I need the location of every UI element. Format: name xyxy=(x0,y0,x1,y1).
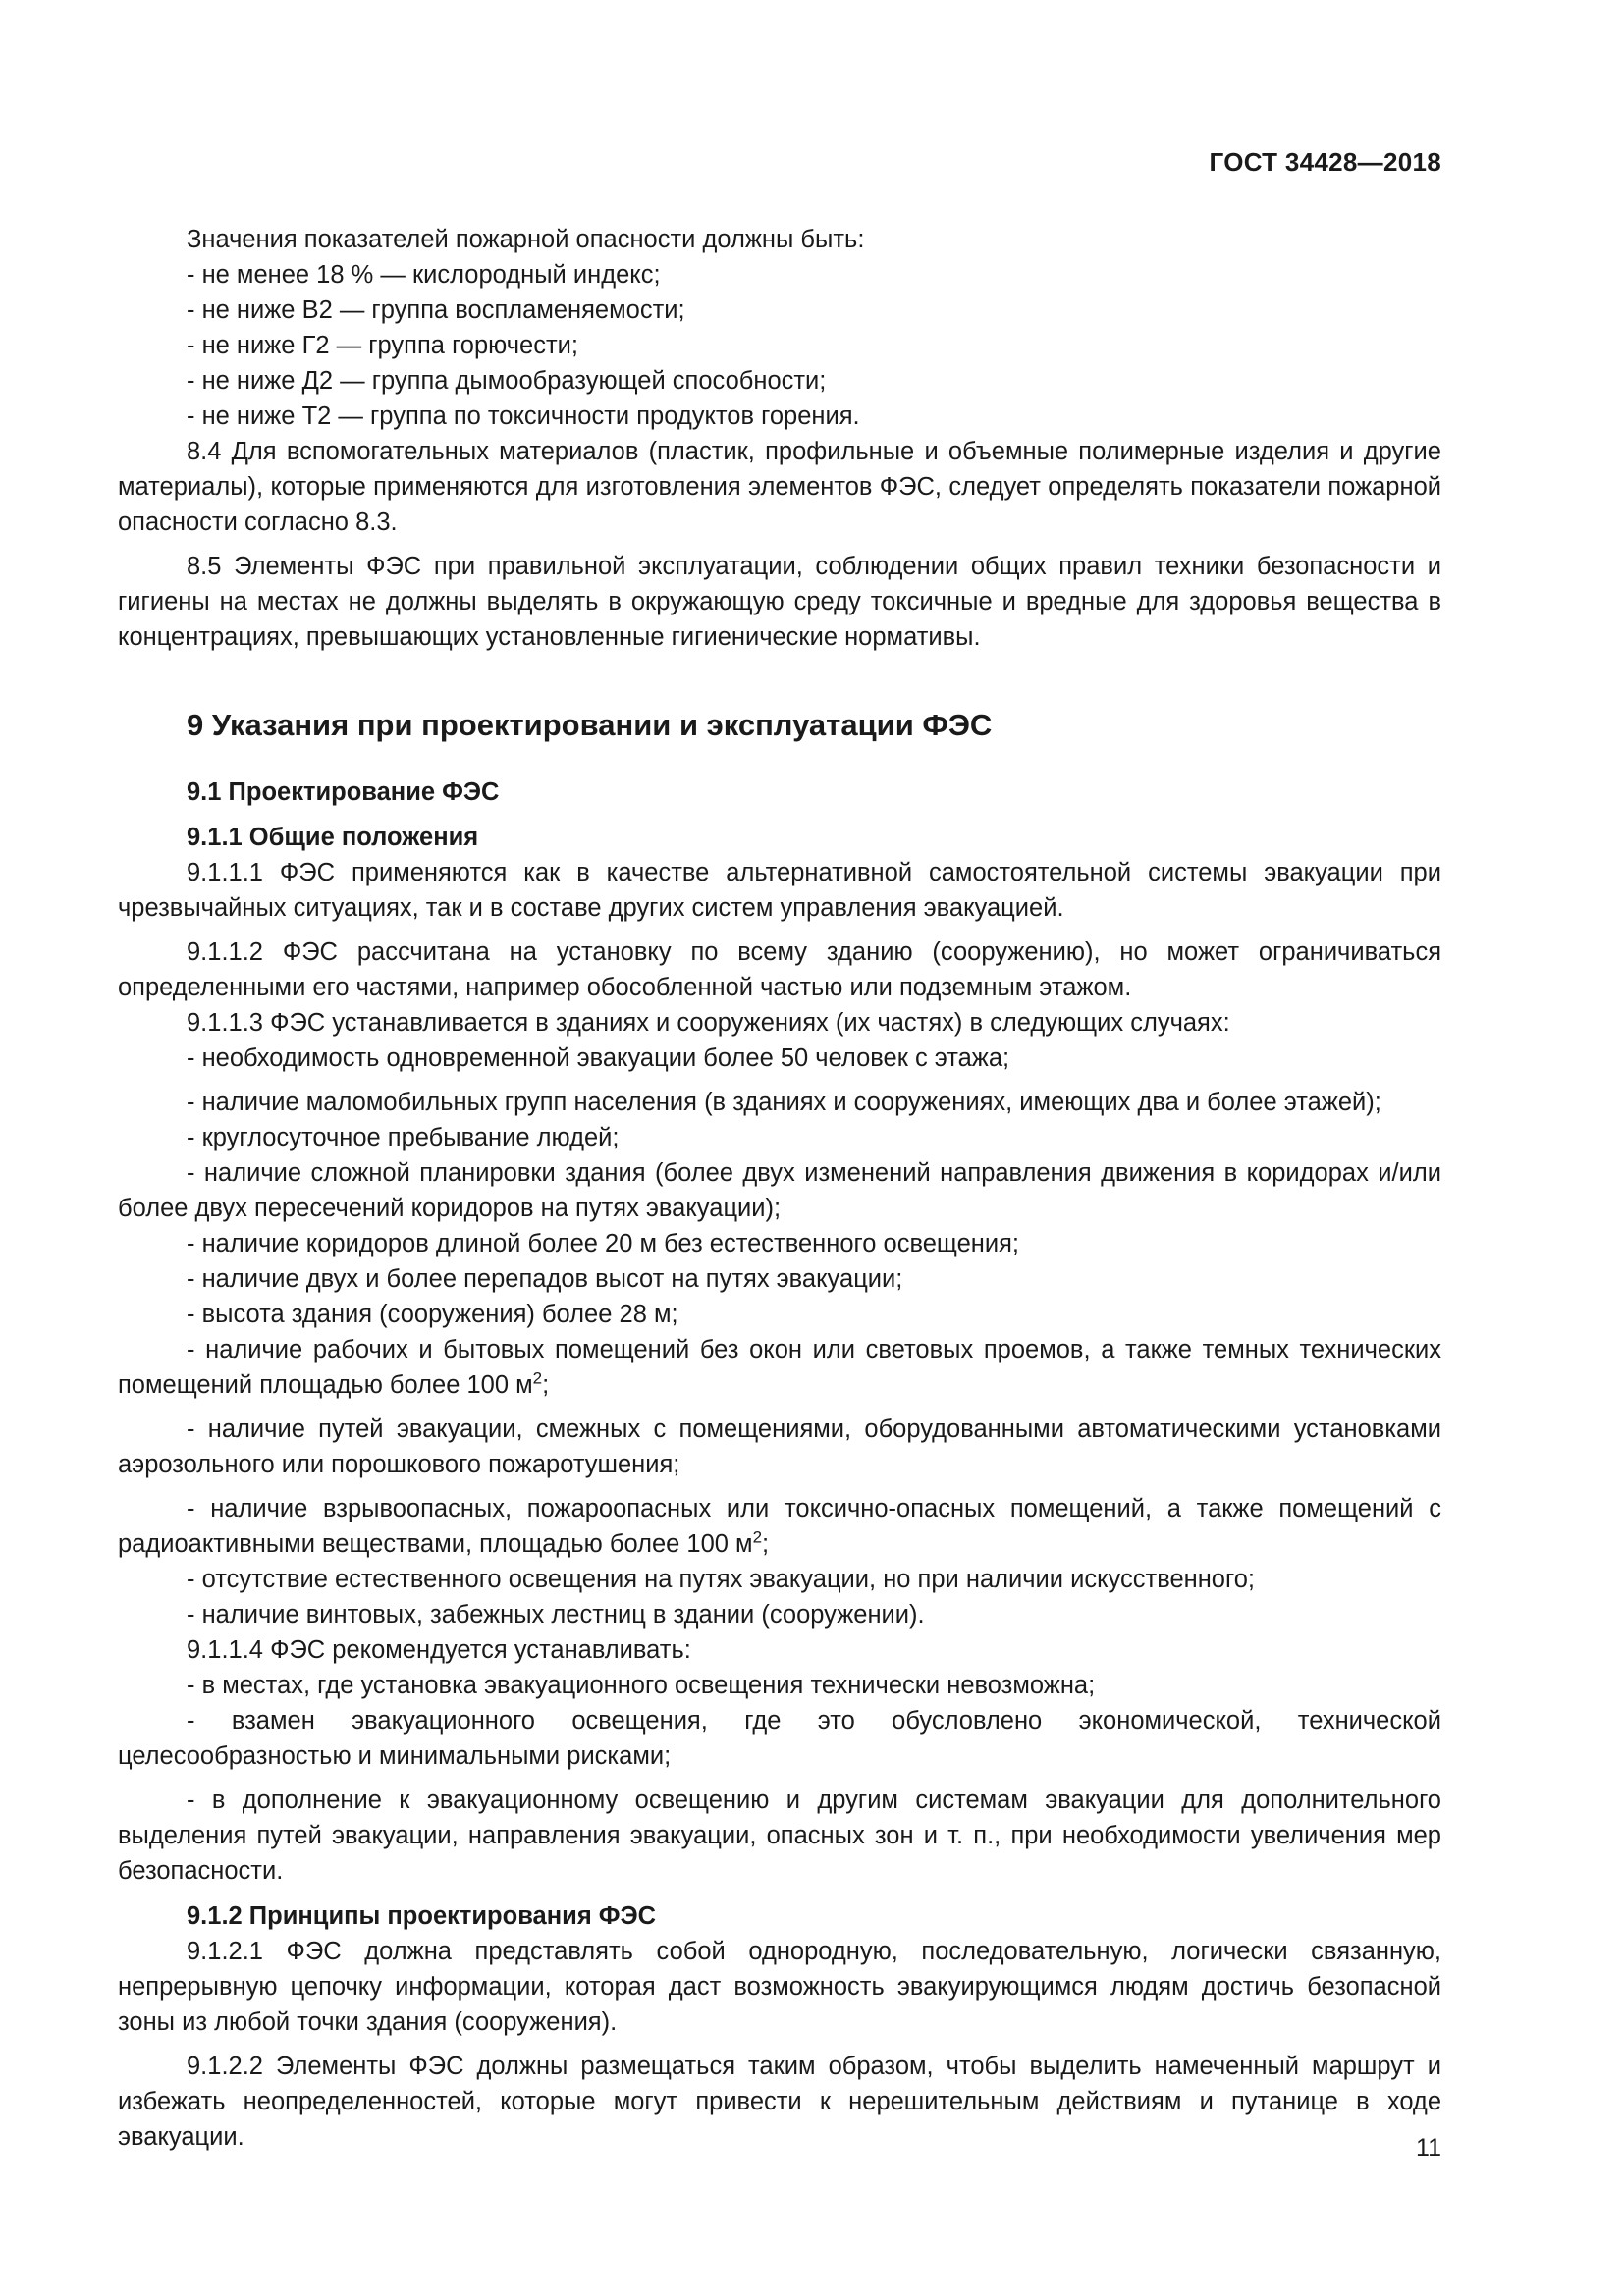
list-item: - не менее 18 % — кислородный индекс; xyxy=(187,261,661,289)
superscript: 2 xyxy=(532,1368,543,1388)
list-item: - не ниже Т2 — группа по токсичности продуктов горения. xyxy=(187,402,860,430)
section-9-heading: 9 Указания при проектировании и эксплуатации ФЭС xyxy=(187,708,993,742)
list-item: - наличие путей эвакуации, смежных с помещениями, оборудованными автоматическими установками аэрозольного или порошкового пожаротушения; xyxy=(118,1415,1441,1478)
paragraph-9-1-1-3: 9.1.1.3 ФЭС устанавливается в зданиях и сооружениях (их частях) в следующих случаях: xyxy=(187,1009,1230,1037)
paragraph-9-1-1-1: 9.1.1.1 ФЭС применяются как в качестве альтернативной самостоятельной системы эвакуации при чрезвычайных ситуациях, так и в составе других систем управления эвакуацией. xyxy=(118,859,1441,922)
list-item-tail: ; xyxy=(762,1530,770,1558)
list-item: - в местах, где установка эвакуационного освещения технически невозможна; xyxy=(187,1672,1096,1699)
paragraph-9-1-1-4: 9.1.1.4 ФЭС рекомендуется устанавливать: xyxy=(187,1636,691,1664)
list-item: - наличие винтовых, забежных лестниц в здании (сооружении). xyxy=(187,1601,925,1629)
list-item: - необходимость одновременной эвакуации более 50 человек с этажа; xyxy=(187,1044,1010,1072)
list-item: - отсутствие естественного освещения на путях эвакуации, но при наличии искусственного; xyxy=(187,1566,1255,1593)
list-item-text: - наличие рабочих и бытовых помещений без окон или световых проемов, а также темных технических помещений площадью более 100 м xyxy=(118,1336,1441,1399)
page-content xyxy=(118,222,1441,2155)
list-item: - не ниже Г2 — группа горючести; xyxy=(187,332,578,359)
paragraph-9-1-2-2: 9.1.2.2 Элементы ФЭС должны размещаться таким образом, чтобы выделить намеченный маршрут и избежать неопределенностей, которые могут привести к нерешительным действиям и путанице в ходе эвакуации. xyxy=(118,2053,1441,2151)
list-item: - взамен эвакуационного освещения, где это обусловлено экономической, технической целесообразностью и минимальными рисками; xyxy=(118,1707,1441,1770)
paragraph-9-1-2-1: 9.1.2.1 ФЭС должна представлять собой однородную, последовательную, логически связанную, непрерывную цепочку информации, которая даст возможность эвакуирующимся людям достичь безопасной зоны из любой точки здания (сооружения). xyxy=(118,1938,1441,2036)
list-item-text: - наличие взрывоопасных, пожароопасных или токсично-опасных помещений, а также помещений с радиоактивными веществами, площадью более 100 м xyxy=(118,1495,1441,1558)
list-item: - высота здания (сооружения) более 28 м; xyxy=(187,1301,678,1328)
document-header-standard: ГОСТ 34428—2018 xyxy=(1209,147,1441,177)
paragraph-8-4: 8.4 Для вспомогательных материалов (пластик, профильные и объемные полимерные изделия и другие материалы), которые применяются для изготовления элементов ФЭС, следует определять показатели пожарной опасности согласно 8.3. xyxy=(118,438,1441,536)
list-item: - круглосуточное пребывание людей; xyxy=(187,1124,620,1151)
list-item: - в дополнение к эвакуационному освещению и другим системам эвакуации для дополнительного выделения путей эвакуации, направления эвакуации, опасных зон и т. п., при необходимости увеличения мер безопасности. xyxy=(118,1787,1441,1885)
list-item: - не ниже В2 — группа воспламеняемости; xyxy=(187,296,685,324)
list-item: - наличие маломобильных групп населения (в зданиях и сооружениях, имеющих два и более этажей); xyxy=(187,1089,1381,1116)
subsection-9-1-heading: 9.1 Проектирование ФЭС xyxy=(187,778,500,806)
superscript: 2 xyxy=(752,1527,763,1547)
paragraph-8-5: 8.5 Элементы ФЭС при правильной эксплуатации, соблюдении общих правил техники безопасности и гигиены на местах не должны выделять в окружающую среду токсичные и вредные для здоровья вещества в концентрациях, превышающих установленные гигиенические нормативы. xyxy=(118,553,1441,651)
list-item-explosive xyxy=(118,1491,1441,1562)
list-item: - не ниже Д2 — группа дымообразующей способности; xyxy=(187,367,827,395)
page-number: 11 xyxy=(1416,2134,1441,2162)
list-item: - наличие коридоров длиной более 20 м без естественного освещения; xyxy=(187,1230,1019,1257)
list-item-tail: ; xyxy=(542,1371,550,1399)
subsection-9-1-2-heading: 9.1.2 Принципы проектирования ФЭС xyxy=(187,1902,657,1930)
list-item: - наличие двух и более перепадов высот на путях эвакуации; xyxy=(187,1265,903,1293)
subsection-9-1-1-heading: 9.1.1 Общие положения xyxy=(187,824,479,851)
paragraph-9-1-1-2: 9.1.1.2 ФЭС рассчитана на установку по всему зданию (сооружению), но может ограничиваться определенными его частями, например обособленной частью или подземным этажом. xyxy=(118,938,1441,1001)
paragraph-fire-hazard-intro: Значения показателей пожарной опасности должны быть: xyxy=(187,226,865,253)
list-item-workrooms xyxy=(118,1332,1441,1403)
list-item: - наличие сложной планировки здания (более двух изменений направления движения в коридорах и/или более двух пересечений коридоров на путях эвакуации); xyxy=(118,1159,1441,1222)
